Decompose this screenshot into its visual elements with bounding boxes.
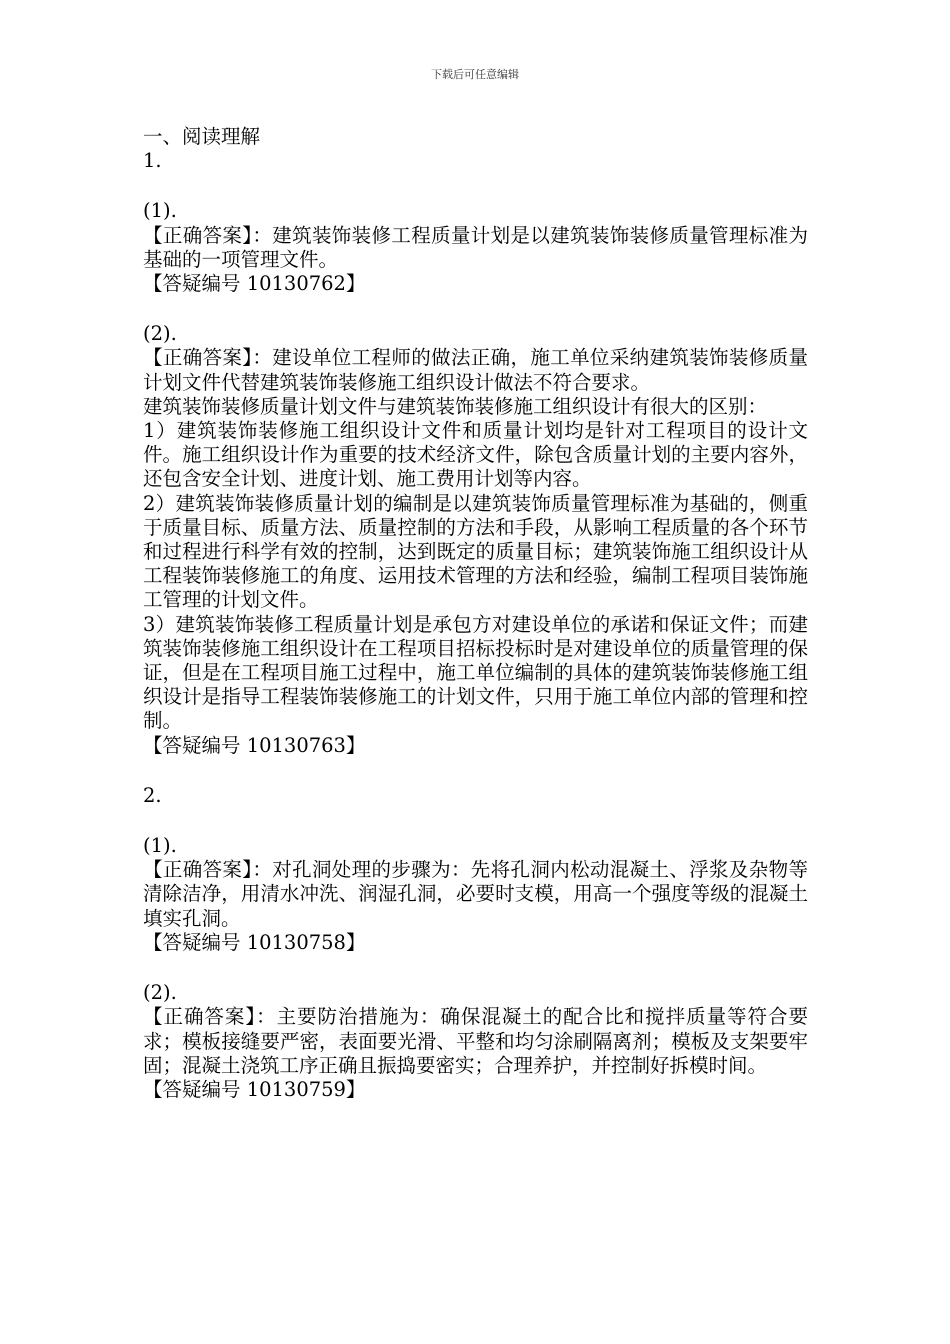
section-title: 一、阅读理解 <box>143 125 261 148</box>
subquestion-label: (2). <box>143 981 177 1005</box>
explanation-point: 2）建筑装饰装修质量计划的编制是以建筑装饰质量管理标准为基础的，侧重于质量目标、质量方法、质量控制的方法和手段，从影响工程质量的各个环节和过程进行科学有效的控制，达到既定的质量目标；建筑装饰施工组织设计从工程装饰装修施工的角度、运用技术管理的方法和经验，编制工程项目装饰施工管理的计划文件。 <box>143 491 808 612</box>
answer-id: 【答疑编号 10130759】 <box>143 1077 366 1101</box>
answer-id: 【答疑编号 10130762】 <box>143 272 366 296</box>
answer-id: 【答疑编号 10130758】 <box>143 930 366 954</box>
subquestion-label: (2). <box>143 322 177 346</box>
subquestion-label: (1). <box>143 834 177 858</box>
question-number: 2. <box>143 783 162 807</box>
answer-text: 【正确答案】：建设单位工程师的做法正确，施工单位采纳建筑装饰装修质量计划文件代替建筑装饰装修施工组织设计做法不符合要求。 <box>143 346 808 394</box>
explanation-text: 建筑装饰装修质量计划文件与建筑装饰装修施工组织设计有很大的区别： <box>143 394 768 418</box>
document-body <box>143 125 808 1102</box>
explanation-point: 1）建筑装饰装修施工组织设计文件和质量计划均是针对工程项目的设计文件。施工组织设计作为重要的技术经济文件，除包含质量计划的主要内容外，还包含安全计划、进度计划、施工费用计划等内容。 <box>143 419 808 491</box>
answer-text: 【正确答案】：对孔洞处理的步骤为：先将孔洞内松动混凝土、浮浆及杂物等清除洁净，用清水冲洗、润湿孔洞，必要时支模，用高一个强度等级的混凝土填实孔洞。 <box>143 858 808 930</box>
subquestion-label: (1). <box>143 199 177 223</box>
page-header: 下载后可任意编辑 <box>431 68 519 81</box>
question-number: 1. <box>143 149 162 173</box>
answer-text: 【正确答案】：建筑装饰装修工程质量计划是以建筑装饰装修质量管理标准为基础的一项管理文件。 <box>143 223 808 271</box>
answer-id: 【答疑编号 10130763】 <box>143 733 366 757</box>
answer-text: 【正确答案】：主要防治措施为：确保混凝土的配合比和搅拌质量等符合要求；模板接缝要严密，表面要光滑、平整和均匀涂刷隔离剂；模板及支架要牢固；混凝土浇筑工序正确且振捣要密实；合理养护，并控制好拆模时间。 <box>143 1005 808 1077</box>
explanation-point: 3）建筑装饰装修工程质量计划是承包方对建设单位的承诺和保证文件；而建筑装饰装修施工组织设计在工程项目招标投标时是对建设单位的质量管理的保证，但是在工程项目施工过程中，施工单位编制的具体的建筑装饰装修施工组织设计是指导工程装饰装修施工的计划文件，只用于施工单位内部的管理和控制。 <box>143 612 808 733</box>
